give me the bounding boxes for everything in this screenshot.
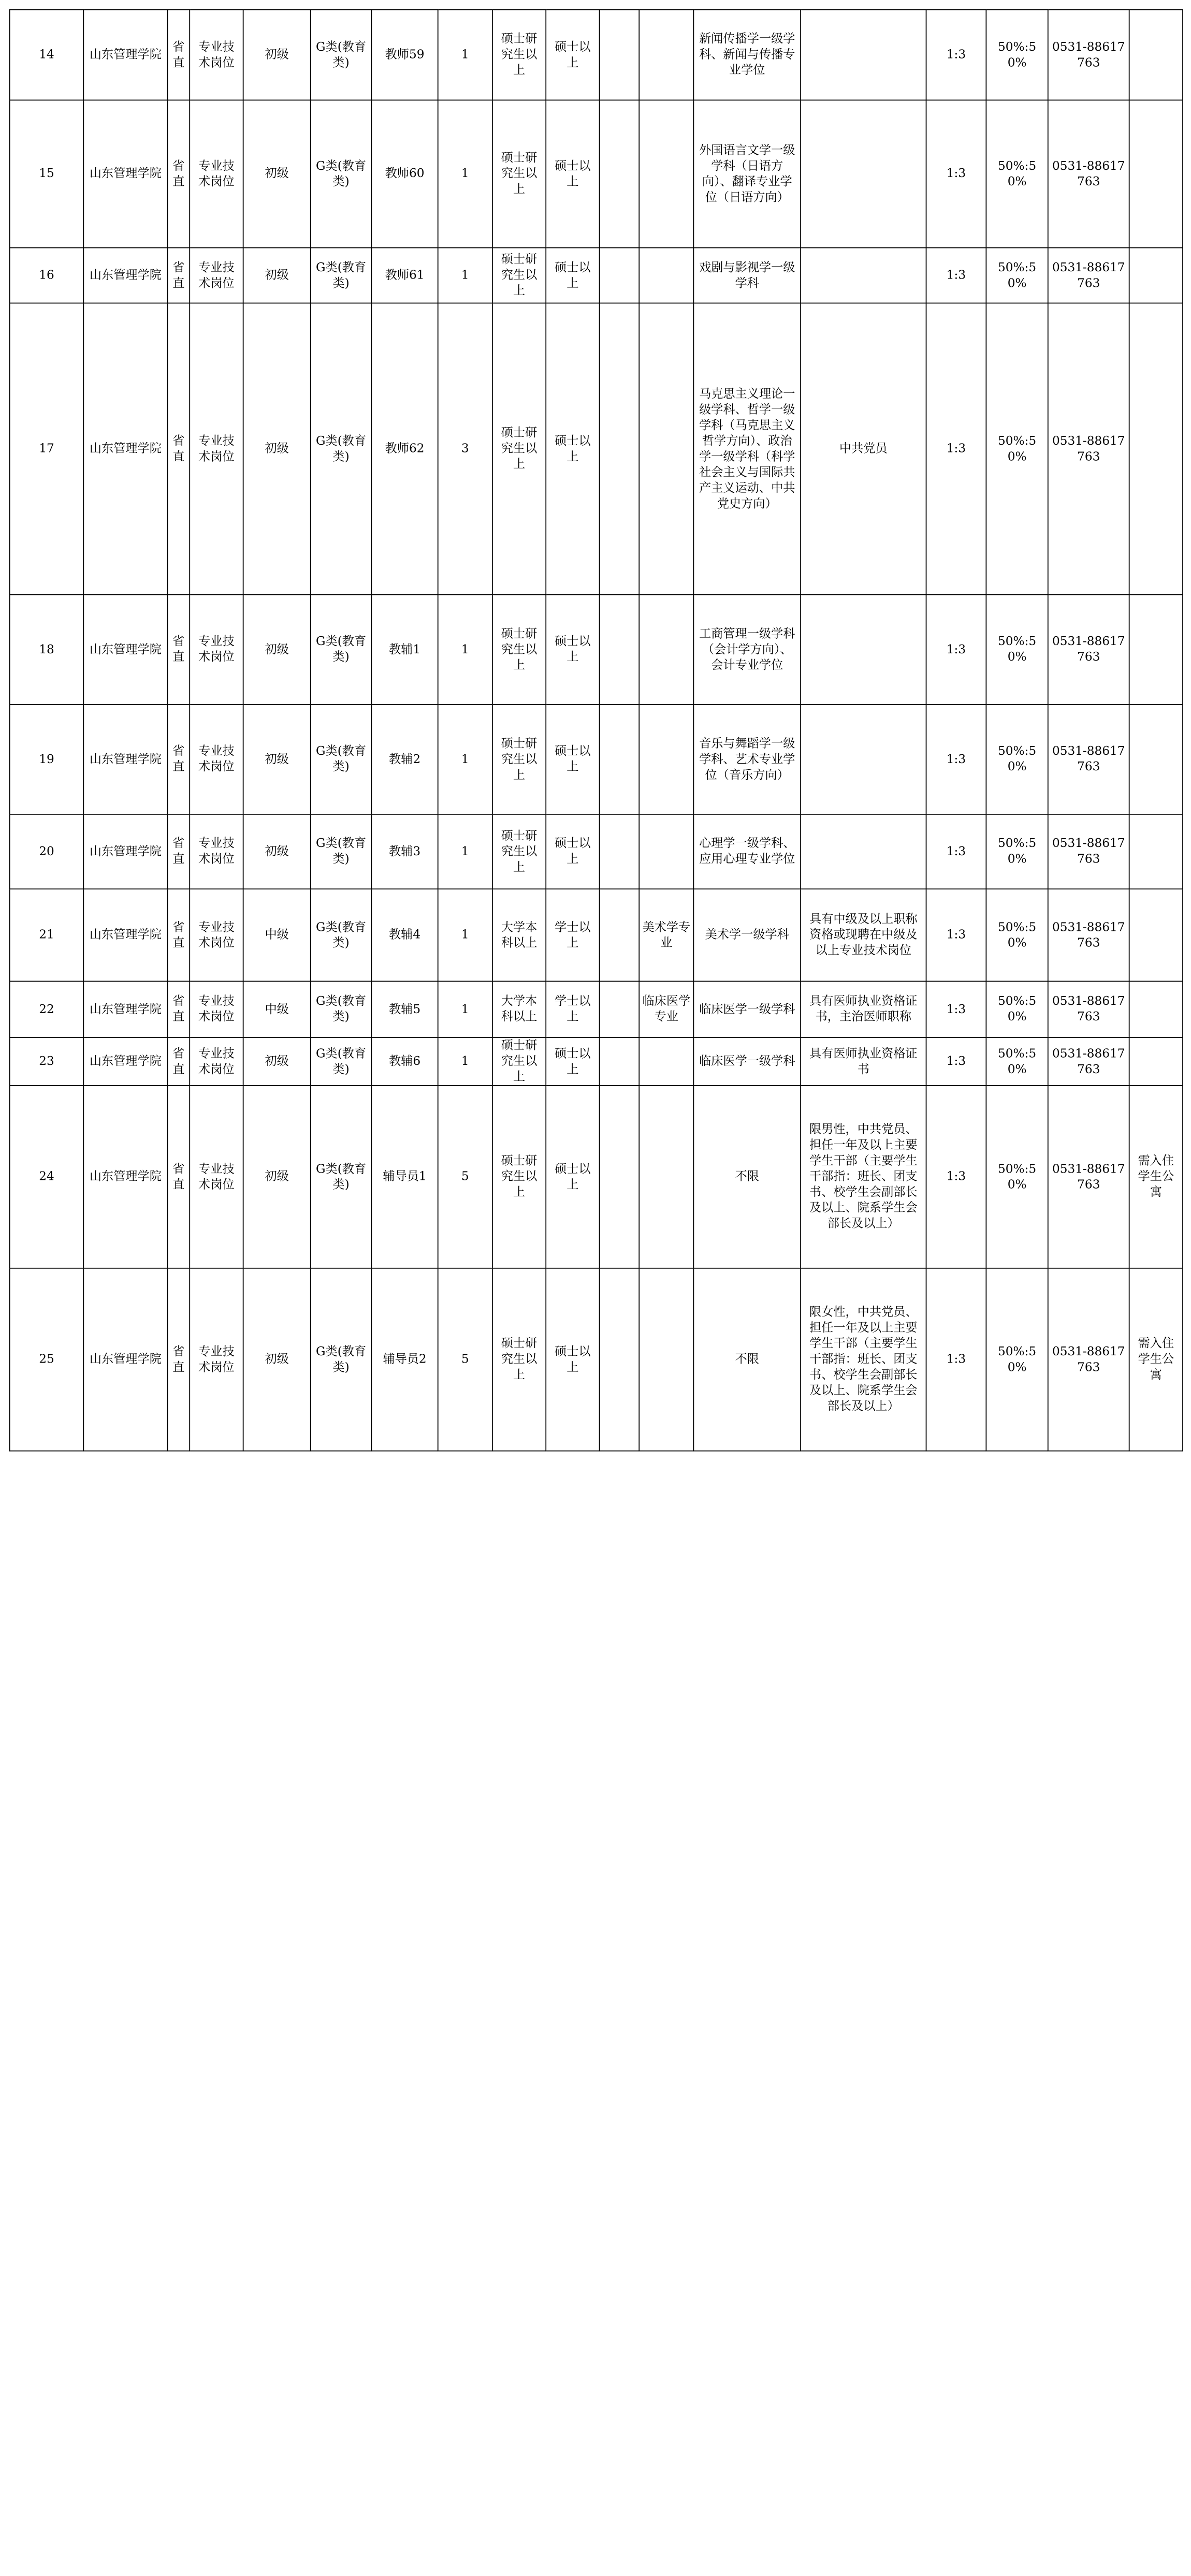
level-cell: 省直 <box>167 10 190 100</box>
row-number-cell: 16 <box>10 248 84 303</box>
degree-cell: 学士以上 <box>546 981 599 1037</box>
level-cell: 省直 <box>167 705 190 814</box>
post-type-cell: G类(教育类) <box>311 303 372 594</box>
post-type-cell: G类(教育类) <box>311 705 372 814</box>
post-category-cell: 专业技术岗位 <box>190 889 243 981</box>
contact-phone-cell: 0531-88617763 <box>1048 1268 1129 1451</box>
other-requirements-cell: 具有中级及以上职称资格或现聘在中级及以上专业技术岗位 <box>801 889 926 981</box>
post-grade-cell: 初级 <box>243 100 311 247</box>
score-weight-cell: 50%:50% <box>986 248 1048 303</box>
post-type-cell: G类(教育类) <box>311 248 372 303</box>
post-type-cell: G类(教育类) <box>311 814 372 889</box>
level-cell: 省直 <box>167 1037 190 1086</box>
contact-phone-cell: 0531-88617763 <box>1048 100 1129 247</box>
score-weight-cell: 50%:50% <box>986 1268 1048 1451</box>
exam-ratio-cell: 1:3 <box>926 705 986 814</box>
contact-phone-cell: 0531-88617763 <box>1048 981 1129 1037</box>
post-name-cell: 教辅4 <box>371 889 438 981</box>
blank-cell <box>600 981 640 1037</box>
education-cell: 硕士研究生以上 <box>492 10 546 100</box>
employer-cell: 山东管理学院 <box>83 595 167 705</box>
employer-cell: 山东管理学院 <box>83 10 167 100</box>
exam-ratio-cell: 1:3 <box>926 100 986 247</box>
other-requirements-cell: 限男性，中共党员、担任一年及以上主要学生干部（主要学生干部指：班长、团支书、校学生会副部长及以上、院系学生会部长及以上） <box>801 1086 926 1268</box>
note-cell: 需入住学生公寓 <box>1129 1268 1183 1451</box>
employer-cell: 山东管理学院 <box>83 1268 167 1451</box>
education-cell: 大学本科以上 <box>492 981 546 1037</box>
headcount-cell: 3 <box>438 303 492 594</box>
note-cell <box>1129 1037 1183 1086</box>
graduate-major-cell: 不限 <box>693 1268 801 1451</box>
row-number-cell: 17 <box>10 303 84 594</box>
other-requirements-cell <box>801 595 926 705</box>
post-type-cell: G类(教育类) <box>311 595 372 705</box>
post-grade-cell: 中级 <box>243 981 311 1037</box>
other-requirements-cell: 具有医师执业资格证书 <box>801 1037 926 1086</box>
headcount-cell: 1 <box>438 595 492 705</box>
degree-cell: 硕士以上 <box>546 1086 599 1268</box>
degree-cell: 学士以上 <box>546 889 599 981</box>
note-cell <box>1129 248 1183 303</box>
undergrad-major-cell <box>639 248 693 303</box>
exam-ratio-cell: 1:3 <box>926 1086 986 1268</box>
graduate-major-cell: 工商管理一级学科（会计学方向）、会计专业学位 <box>693 595 801 705</box>
degree-cell: 硕士以上 <box>546 248 599 303</box>
graduate-major-cell: 戏剧与影视学一级学科 <box>693 248 801 303</box>
blank-cell <box>600 1268 640 1451</box>
table-row <box>10 981 1183 1037</box>
post-type-cell: G类(教育类) <box>311 1037 372 1086</box>
row-number-cell: 21 <box>10 889 84 981</box>
row-number-cell: 20 <box>10 814 84 889</box>
post-grade-cell: 初级 <box>243 595 311 705</box>
other-requirements-cell: 中共党员 <box>801 303 926 594</box>
other-requirements-cell: 限女性，中共党员、担任一年及以上主要学生干部（主要学生干部指：班长、团支书、校学生会副部长及以上、院系学生会部长及以上） <box>801 1268 926 1451</box>
level-cell: 省直 <box>167 100 190 247</box>
blank-cell <box>600 1037 640 1086</box>
note-cell <box>1129 889 1183 981</box>
headcount-cell: 1 <box>438 10 492 100</box>
note-cell <box>1129 10 1183 100</box>
education-cell: 硕士研究生以上 <box>492 100 546 247</box>
exam-ratio-cell: 1:3 <box>926 10 986 100</box>
table-row <box>10 1037 1183 1086</box>
level-cell: 省直 <box>167 889 190 981</box>
level-cell: 省直 <box>167 981 190 1037</box>
blank-cell <box>600 100 640 247</box>
post-category-cell: 专业技术岗位 <box>190 1037 243 1086</box>
post-name-cell: 教师60 <box>371 100 438 247</box>
employer-cell: 山东管理学院 <box>83 248 167 303</box>
degree-cell: 硕士以上 <box>546 705 599 814</box>
post-grade-cell: 初级 <box>243 248 311 303</box>
undergrad-major-cell <box>639 1086 693 1268</box>
note-cell <box>1129 595 1183 705</box>
education-cell: 硕士研究生以上 <box>492 248 546 303</box>
headcount-cell: 5 <box>438 1086 492 1268</box>
graduate-major-cell: 美术学一级学科 <box>693 889 801 981</box>
headcount-cell: 1 <box>438 1037 492 1086</box>
contact-phone-cell: 0531-88617763 <box>1048 248 1129 303</box>
exam-ratio-cell: 1:3 <box>926 981 986 1037</box>
row-number-cell: 25 <box>10 1268 84 1451</box>
post-type-cell: G类(教育类) <box>311 1268 372 1451</box>
score-weight-cell: 50%:50% <box>986 303 1048 594</box>
post-category-cell: 专业技术岗位 <box>190 705 243 814</box>
score-weight-cell: 50%:50% <box>986 10 1048 100</box>
undergrad-major-cell <box>639 1037 693 1086</box>
other-requirements-cell <box>801 248 926 303</box>
degree-cell: 硕士以上 <box>546 100 599 247</box>
post-grade-cell: 初级 <box>243 303 311 594</box>
table-row <box>10 1086 1183 1268</box>
headcount-cell: 1 <box>438 705 492 814</box>
employer-cell: 山东管理学院 <box>83 1086 167 1268</box>
post-name-cell: 辅导员1 <box>371 1086 438 1268</box>
score-weight-cell: 50%:50% <box>986 595 1048 705</box>
table-row <box>10 303 1183 594</box>
post-category-cell: 专业技术岗位 <box>190 248 243 303</box>
graduate-major-cell: 临床医学一级学科 <box>693 981 801 1037</box>
table-row <box>10 814 1183 889</box>
level-cell: 省直 <box>167 1086 190 1268</box>
post-type-cell: G类(教育类) <box>311 10 372 100</box>
score-weight-cell: 50%:50% <box>986 814 1048 889</box>
contact-phone-cell: 0531-88617763 <box>1048 1086 1129 1268</box>
undergrad-major-cell <box>639 705 693 814</box>
table-row <box>10 889 1183 981</box>
level-cell: 省直 <box>167 814 190 889</box>
blank-cell <box>600 595 640 705</box>
employer-cell: 山东管理学院 <box>83 889 167 981</box>
employer-cell: 山东管理学院 <box>83 705 167 814</box>
post-category-cell: 专业技术岗位 <box>190 1268 243 1451</box>
degree-cell: 硕士以上 <box>546 1268 599 1451</box>
contact-phone-cell: 0531-88617763 <box>1048 814 1129 889</box>
exam-ratio-cell: 1:3 <box>926 303 986 594</box>
headcount-cell: 1 <box>438 981 492 1037</box>
post-name-cell: 教师61 <box>371 248 438 303</box>
row-number-cell: 19 <box>10 705 84 814</box>
undergrad-major-cell <box>639 814 693 889</box>
post-grade-cell: 初级 <box>243 1037 311 1086</box>
post-name-cell: 教辅3 <box>371 814 438 889</box>
post-grade-cell: 中级 <box>243 889 311 981</box>
post-type-cell: G类(教育类) <box>311 100 372 247</box>
post-name-cell: 教辅6 <box>371 1037 438 1086</box>
exam-ratio-cell: 1:3 <box>926 1268 986 1451</box>
headcount-cell: 5 <box>438 1268 492 1451</box>
headcount-cell: 1 <box>438 248 492 303</box>
employer-cell: 山东管理学院 <box>83 1037 167 1086</box>
education-cell: 硕士研究生以上 <box>492 1037 546 1086</box>
exam-ratio-cell: 1:3 <box>926 814 986 889</box>
note-cell <box>1129 705 1183 814</box>
recruitment-table <box>9 9 1183 1452</box>
row-number-cell: 24 <box>10 1086 84 1268</box>
blank-cell <box>600 248 640 303</box>
education-cell: 大学本科以上 <box>492 889 546 981</box>
contact-phone-cell: 0531-88617763 <box>1048 303 1129 594</box>
degree-cell: 硕士以上 <box>546 1037 599 1086</box>
post-category-cell: 专业技术岗位 <box>190 10 243 100</box>
table-row <box>10 1268 1183 1451</box>
exam-ratio-cell: 1:3 <box>926 595 986 705</box>
note-cell <box>1129 303 1183 594</box>
exam-ratio-cell: 1:3 <box>926 1037 986 1086</box>
undergrad-major-cell <box>639 303 693 594</box>
undergrad-major-cell <box>639 1268 693 1451</box>
undergrad-major-cell <box>639 10 693 100</box>
graduate-major-cell: 马克思主义理论一级学科、哲学一级学科（马克思主义哲学方向）、政治学一级学科（科学社会主义与国际共产主义运动、中共党史方向） <box>693 303 801 594</box>
degree-cell: 硕士以上 <box>546 10 599 100</box>
post-name-cell: 教辅2 <box>371 705 438 814</box>
row-number-cell: 23 <box>10 1037 84 1086</box>
table-row <box>10 595 1183 705</box>
undergrad-major-cell <box>639 595 693 705</box>
row-number-cell: 14 <box>10 10 84 100</box>
exam-ratio-cell: 1:3 <box>926 889 986 981</box>
post-grade-cell: 初级 <box>243 10 311 100</box>
post-grade-cell: 初级 <box>243 705 311 814</box>
score-weight-cell: 50%:50% <box>986 889 1048 981</box>
post-grade-cell: 初级 <box>243 1086 311 1268</box>
post-category-cell: 专业技术岗位 <box>190 981 243 1037</box>
note-cell: 需入住学生公寓 <box>1129 1086 1183 1268</box>
blank-cell <box>600 814 640 889</box>
table-row <box>10 10 1183 100</box>
graduate-major-cell: 心理学一级学科、应用心理专业学位 <box>693 814 801 889</box>
post-name-cell: 辅导员2 <box>371 1268 438 1451</box>
graduate-major-cell: 不限 <box>693 1086 801 1268</box>
table-body <box>10 10 1183 1451</box>
graduate-major-cell: 临床医学一级学科 <box>693 1037 801 1086</box>
degree-cell: 硕士以上 <box>546 303 599 594</box>
employer-cell: 山东管理学院 <box>83 814 167 889</box>
table-row <box>10 248 1183 303</box>
post-grade-cell: 初级 <box>243 1268 311 1451</box>
level-cell: 省直 <box>167 595 190 705</box>
contact-phone-cell: 0531-88617763 <box>1048 889 1129 981</box>
blank-cell <box>600 303 640 594</box>
other-requirements-cell: 具有医师执业资格证书，主治医师职称 <box>801 981 926 1037</box>
employer-cell: 山东管理学院 <box>83 981 167 1037</box>
other-requirements-cell <box>801 10 926 100</box>
note-cell <box>1129 814 1183 889</box>
blank-cell <box>600 705 640 814</box>
post-category-cell: 专业技术岗位 <box>190 303 243 594</box>
undergrad-major-cell <box>639 100 693 247</box>
education-cell: 硕士研究生以上 <box>492 1268 546 1451</box>
headcount-cell: 1 <box>438 889 492 981</box>
education-cell: 硕士研究生以上 <box>492 814 546 889</box>
blank-cell <box>600 889 640 981</box>
post-category-cell: 专业技术岗位 <box>190 595 243 705</box>
note-cell <box>1129 100 1183 247</box>
post-category-cell: 专业技术岗位 <box>190 814 243 889</box>
level-cell: 省直 <box>167 303 190 594</box>
graduate-major-cell: 新闻传播学一级学科、新闻与传播专业学位 <box>693 10 801 100</box>
post-name-cell: 教辅5 <box>371 981 438 1037</box>
score-weight-cell: 50%:50% <box>986 1037 1048 1086</box>
level-cell: 省直 <box>167 1268 190 1451</box>
undergrad-major-cell: 美术学专业 <box>639 889 693 981</box>
row-number-cell: 15 <box>10 100 84 247</box>
other-requirements-cell <box>801 814 926 889</box>
education-cell: 硕士研究生以上 <box>492 705 546 814</box>
row-number-cell: 18 <box>10 595 84 705</box>
headcount-cell: 1 <box>438 100 492 247</box>
post-name-cell: 教师59 <box>371 10 438 100</box>
post-category-cell: 专业技术岗位 <box>190 100 243 247</box>
education-cell: 硕士研究生以上 <box>492 595 546 705</box>
contact-phone-cell: 0531-88617763 <box>1048 705 1129 814</box>
contact-phone-cell: 0531-88617763 <box>1048 10 1129 100</box>
contact-phone-cell: 0531-88617763 <box>1048 1037 1129 1086</box>
post-type-cell: G类(教育类) <box>311 1086 372 1268</box>
education-cell: 硕士研究生以上 <box>492 303 546 594</box>
post-type-cell: G类(教育类) <box>311 981 372 1037</box>
degree-cell: 硕士以上 <box>546 814 599 889</box>
contact-phone-cell: 0531-88617763 <box>1048 595 1129 705</box>
headcount-cell: 1 <box>438 814 492 889</box>
graduate-major-cell: 音乐与舞蹈学一级学科、艺术专业学位（音乐方向） <box>693 705 801 814</box>
undergrad-major-cell: 临床医学专业 <box>639 981 693 1037</box>
employer-cell: 山东管理学院 <box>83 303 167 594</box>
note-cell <box>1129 981 1183 1037</box>
education-cell: 硕士研究生以上 <box>492 1086 546 1268</box>
row-number-cell: 22 <box>10 981 84 1037</box>
other-requirements-cell <box>801 100 926 247</box>
score-weight-cell: 50%:50% <box>986 981 1048 1037</box>
score-weight-cell: 50%:50% <box>986 1086 1048 1268</box>
employer-cell: 山东管理学院 <box>83 100 167 247</box>
post-grade-cell: 初级 <box>243 814 311 889</box>
post-type-cell: G类(教育类) <box>311 889 372 981</box>
post-name-cell: 教师62 <box>371 303 438 594</box>
graduate-major-cell: 外国语言文学一级学科（日语方向）、翻译专业学位（日语方向） <box>693 100 801 247</box>
post-name-cell: 教辅1 <box>371 595 438 705</box>
post-category-cell: 专业技术岗位 <box>190 1086 243 1268</box>
other-requirements-cell <box>801 705 926 814</box>
blank-cell <box>600 10 640 100</box>
score-weight-cell: 50%:50% <box>986 705 1048 814</box>
degree-cell: 硕士以上 <box>546 595 599 705</box>
table-row <box>10 705 1183 814</box>
blank-cell <box>600 1086 640 1268</box>
table-row <box>10 100 1183 247</box>
exam-ratio-cell: 1:3 <box>926 248 986 303</box>
score-weight-cell: 50%:50% <box>986 100 1048 247</box>
level-cell: 省直 <box>167 248 190 303</box>
